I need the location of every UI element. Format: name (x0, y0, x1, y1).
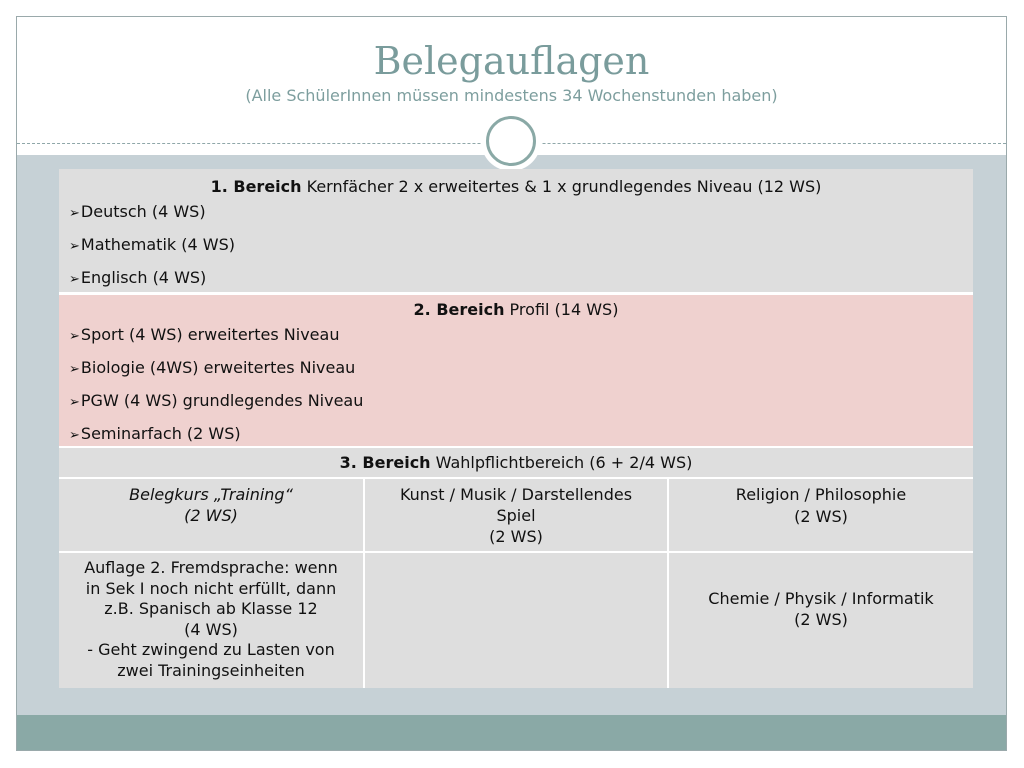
footer-band (17, 715, 1006, 750)
bereich-1-heading (59, 169, 973, 198)
list-item: ➢PGW (4 WS) grundlegendes Niveau (69, 391, 364, 410)
arrow-bullet-icon: ➢ (69, 395, 80, 410)
requirements-table (59, 169, 973, 688)
arrow-bullet-icon: ➢ (69, 272, 80, 287)
list-item: ➢Englisch (4 WS) (69, 268, 207, 287)
foreign-language-line: in Sek I noch nicht erfüllt, dann (85, 578, 337, 598)
foreign-language-line: - Geht zwingend zu Lasten von (87, 640, 335, 659)
arrow-bullet-icon: ➢ (69, 206, 80, 221)
foreign-language-line: z.B. Spanisch ab Klasse 12 (104, 599, 318, 618)
religion-hours: (2 WS) (794, 507, 848, 526)
list-item: ➢Biologie (4WS) erweitertes Niveau (69, 358, 356, 377)
foreign-language-line: zwei Trainingseinheiten (117, 660, 305, 680)
arrow-bullet-icon: ➢ (69, 239, 80, 254)
slide-title: Belegauflagen (373, 39, 650, 83)
bereich-2-description: Profil (14 WS) (504, 300, 619, 319)
arts-cell (365, 479, 667, 551)
bereich-1-list (59, 196, 973, 295)
list-item: ➢Deutsch (4 WS) (69, 202, 206, 221)
sciences-title: Chemie / Physik / Informatik (708, 589, 934, 608)
foreign-language-cell (59, 553, 363, 688)
slide-subtitle: (Alle SchülerInnen müssen mindestens 34 Wochenstunden haben) (245, 86, 778, 105)
foreign-language-line: (4 WS) (184, 619, 238, 639)
arts-line: Spiel (496, 506, 536, 525)
training-course-cell (59, 479, 363, 551)
sciences-cell (669, 553, 973, 688)
arrow-bullet-icon: ➢ (69, 428, 80, 443)
religion-cell (669, 479, 973, 551)
bereich-2-cell (59, 295, 973, 446)
religion-title: Religion / Philosophie (735, 485, 907, 504)
bereich-2-number: 2. Bereich (413, 300, 505, 319)
list-item: ➢Sport (4 WS) erweitertes Niveau (69, 325, 340, 344)
training-course-hours: (2 WS) (184, 506, 238, 525)
arrow-bullet-icon: ➢ (69, 329, 80, 344)
bereich-3-heading (59, 448, 973, 477)
bereich-2-heading (59, 295, 973, 321)
bereich-1-number: 1. Bereich (210, 177, 302, 196)
arts-line: Kunst / Musik / Darstellendes (399, 485, 633, 504)
arts-hours: (2 WS) (489, 527, 543, 546)
sciences-hours: (2 WS) (794, 610, 848, 629)
list-item: ➢Seminarfach (2 WS) (69, 424, 241, 443)
list-item: ➢Mathematik (4 WS) (69, 235, 235, 254)
arrow-bullet-icon: ➢ (69, 362, 80, 377)
bereich-3-number: 3. Bereich (339, 453, 431, 472)
bereich-2-list (59, 319, 973, 451)
bereich-1-cell (59, 169, 973, 292)
bereich-1-description: Kernfächer 2 x erweitertes & 1 x grundlegendes Niveau (12 WS) (301, 177, 822, 196)
bereich-3-description: Wahlpflichtbereich (6 + 2/4 WS) (430, 453, 693, 472)
foreign-language-line: Auflage 2. Fremdsprache: wenn (84, 558, 338, 577)
circle-ornament-icon (486, 116, 536, 166)
empty-cell (365, 553, 667, 688)
training-course-title: Belegkurs „Training“ (129, 485, 293, 504)
